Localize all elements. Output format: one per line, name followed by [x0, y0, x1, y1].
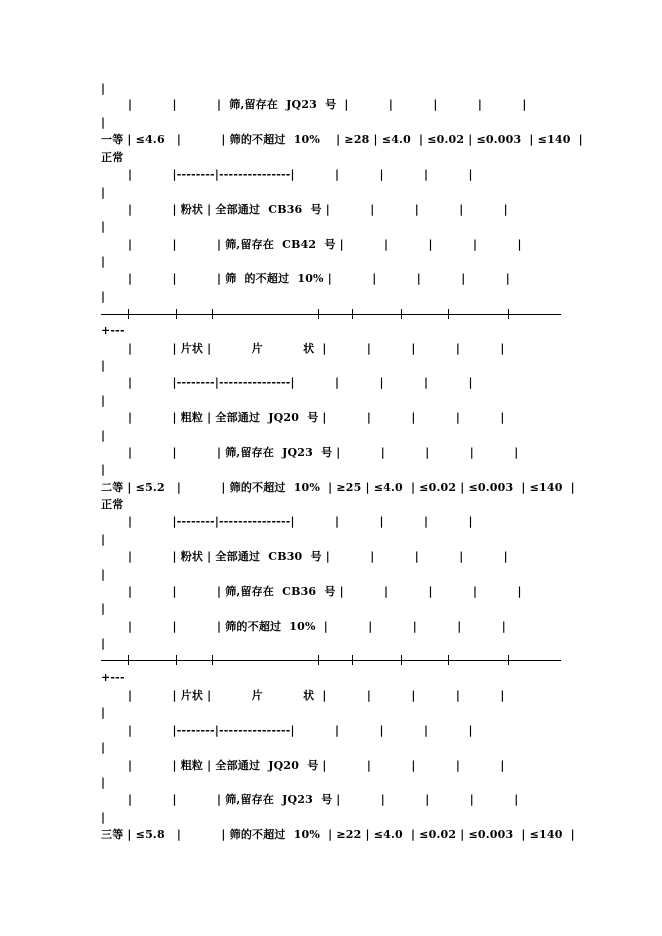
text-line: |: [101, 220, 106, 233]
divider-tick: [176, 309, 177, 319]
divider-tick: [128, 309, 129, 319]
text-line: | | | 筛,留存在 JQ23 号 | | | | |: [128, 446, 519, 459]
text-line: +---: [101, 324, 125, 337]
divider-tick: [352, 309, 353, 319]
divider-tick: [401, 309, 402, 319]
divider-tick: [508, 309, 509, 319]
text-line: | | | 筛,留存在 CB42 号 | | | | |: [128, 238, 522, 251]
text-line: | | 粗粒 | 全部通过 JQ20 号 | | | | |: [128, 759, 505, 772]
text-line: |: [101, 568, 106, 581]
text-line: |: [101, 533, 106, 546]
text-line: |: [101, 463, 106, 476]
divider-tick: [212, 309, 213, 319]
text-line: |: [101, 359, 106, 372]
text-line: | | | 筛 的不超过 10% | | | | |: [128, 272, 510, 285]
text-line: |: [101, 255, 106, 268]
text-line: | | | 筛的不超过 10% | | | | |: [128, 620, 506, 633]
text-line: |: [101, 776, 106, 789]
text-line: | | 片状 | 片 状 | | | | |: [128, 689, 505, 702]
text-line: | | 片状 | 片 状 | | | | |: [128, 342, 505, 355]
text-line: | | | 筛,留存在 JQ23 号 | | | | |: [128, 793, 519, 806]
divider-tick: [318, 655, 319, 665]
divider-tick: [176, 655, 177, 665]
text-line: 正常: [101, 151, 124, 164]
text-line: | |--------|---------------| | | | |: [128, 515, 473, 528]
text-line: |: [101, 602, 106, 615]
text-line: |: [101, 394, 106, 407]
divider-tick: [212, 655, 213, 665]
text-line: |: [101, 429, 106, 442]
text-line: | | 粉状 | 全部通过 CB36 号 | | | | |: [128, 203, 508, 216]
text-line: 正常: [101, 498, 124, 511]
divider-tick: [448, 309, 449, 319]
text-line: |: [101, 706, 106, 719]
section-divider: [101, 660, 561, 661]
text-line: | |--------|---------------| | | | |: [128, 376, 473, 389]
text-line: |: [101, 811, 106, 824]
text-line: | | | 筛,留存在 CB36 号 | | | | |: [128, 585, 522, 598]
text-line: |: [101, 82, 106, 95]
divider-tick: [318, 309, 319, 319]
text-line: |: [101, 116, 106, 129]
text-line: |: [101, 741, 106, 754]
text-line: 一等 | ≤4.6 | | 筛的不超过 10% | ≥28 | ≤4.0 | ≤0.02 | ≤0.003 | ≤140 |: [101, 133, 583, 146]
text-line: | |--------|---------------| | | | |: [128, 168, 473, 181]
text-line: 三等 | ≤5.8 | | 筛的不超过 10% | ≥22 | ≤4.0 | ≤0.02 | ≤0.003 | ≤140 |: [101, 828, 575, 841]
text-line: | |--------|---------------| | | | |: [128, 724, 473, 737]
divider-tick: [508, 655, 509, 665]
text-line: |: [101, 186, 106, 199]
divider-tick: [128, 655, 129, 665]
divider-tick: [352, 655, 353, 665]
text-line: |: [101, 290, 106, 303]
text-line: |: [101, 637, 106, 650]
divider-tick: [448, 655, 449, 665]
text-line: | | 粉状 | 全部通过 CB30 号 | | | | |: [128, 550, 508, 563]
text-line: 二等 | ≤5.2 | | 筛的不超过 10% | ≥25 | ≤4.0 | ≤0.02 | ≤0.003 | ≤140 |: [101, 481, 575, 494]
text-line: | | | 筛,留存在 JQ23 号 | | | | |: [128, 98, 527, 111]
text-line: | | 粗粒 | 全部通过 JQ20 号 | | | | |: [128, 411, 505, 424]
divider-tick: [401, 655, 402, 665]
text-line: +---: [101, 671, 125, 684]
section-divider: [101, 314, 561, 315]
